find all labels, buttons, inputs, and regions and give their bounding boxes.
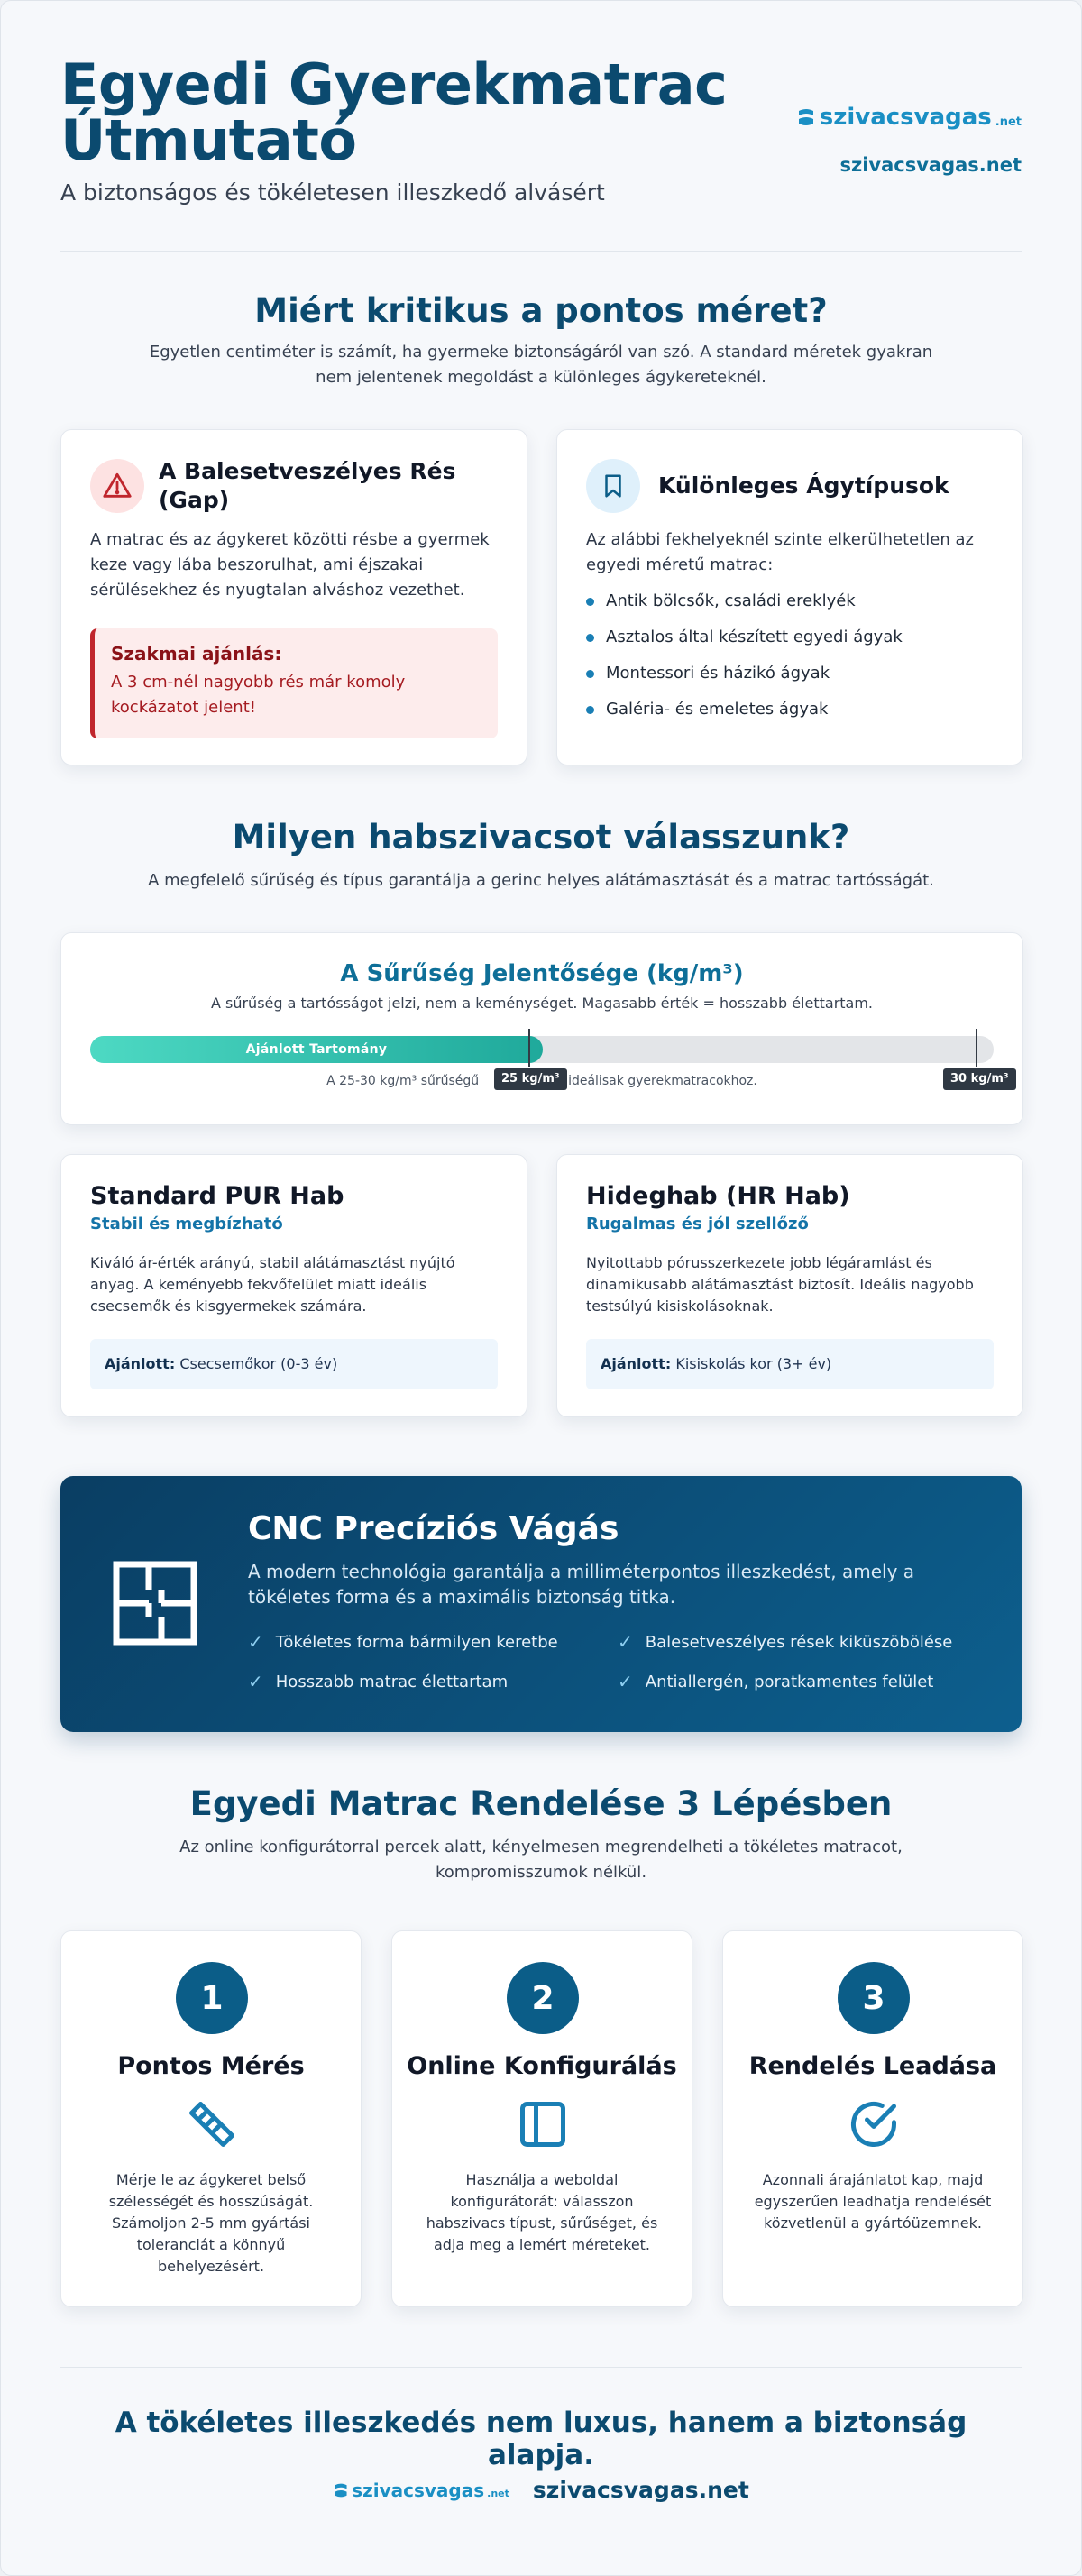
density-tag-30: 30 kg/m³ xyxy=(943,1068,1016,1090)
foam-section-subtitle: A megfelelő sűrűség és típus garantálja a gerinc helyes alátámasztását és a matrac tartósságát. xyxy=(148,871,934,890)
density-bar-track xyxy=(90,1036,994,1063)
bed-types-card-text: Az alábbi fekhelyeknél szinte elkerülhetetlen az egyedi méretű matrac: xyxy=(586,530,974,574)
bookmark-icon xyxy=(586,459,640,513)
rec-label: Ajánlott: xyxy=(601,1355,672,1372)
logo-suffix: .net xyxy=(995,115,1022,129)
step-title: Online Konfigurálás xyxy=(407,2052,677,2080)
step-text: Használja a weboldal konfigurátorát: válasszon habszivacs típust, sűrűséget, és adja meg a lemért méreteket. xyxy=(426,2171,658,2253)
logo-text: szivacsvagas xyxy=(819,104,992,131)
step-number: 2 xyxy=(507,1962,579,2034)
density-subtitle: A sűrűség a tartósságot jelzi, nem a keménységet. Magasabb érték = hosszabb élettartam. xyxy=(210,995,874,1012)
foam-card-pur xyxy=(60,1154,527,1417)
foam-card-tagline: Rugalmas és jól szellőző xyxy=(586,1215,809,1233)
logo-text: szivacsvagas xyxy=(352,2479,485,2501)
recommendation-box xyxy=(586,1339,994,1389)
expert-alert-box xyxy=(90,628,498,738)
cnc-feature xyxy=(618,1631,952,1653)
density-marker-30 xyxy=(976,1029,977,1067)
list-item: Asztalos által készített egyedi ágyak xyxy=(586,619,903,655)
layout-icon xyxy=(516,2097,570,2151)
check-icon: ✓ xyxy=(618,1671,633,1692)
cnc-banner xyxy=(60,1476,1022,1732)
check-icon: ✓ xyxy=(248,1671,263,1692)
step-card-2 xyxy=(391,1930,692,2307)
step-card-1 xyxy=(60,1930,362,2307)
density-note-prefix: A 25-30 kg/m³ sűrűségű xyxy=(326,1074,480,1088)
page-title: Egyedi Gyerekmatrac Útmutató xyxy=(60,51,728,173)
alert-text: A 3 cm-nél nagyobb rés már komoly kockázatot jelent! xyxy=(111,673,406,717)
rec-label: Ajánlott: xyxy=(105,1355,176,1372)
footer-url-link[interactable]: szivacsvagas.net xyxy=(532,2477,749,2503)
cnc-feature xyxy=(618,1671,933,1692)
density-card xyxy=(60,932,1023,1125)
step-title: Pontos Mérés xyxy=(117,2052,305,2080)
footer-logo[interactable] xyxy=(333,2480,509,2501)
gap-card xyxy=(60,429,527,765)
bed-types-card-title: Különleges Ágytípusok xyxy=(658,472,949,499)
cnc-grid-icon xyxy=(113,1561,197,1646)
list-item: Antik bölcsők, családi ereklyék xyxy=(586,583,903,619)
foam-section-title: Milyen habszivacsot válasszunk? xyxy=(232,818,850,857)
footer xyxy=(60,2477,1022,2503)
cnc-feature-label: Balesetveszélyes rések kiküszöbölése xyxy=(645,1632,953,1652)
cnc-feature-label: Hosszabb matrac élettartam xyxy=(275,1672,509,1691)
foam-card-text: Kiváló ár-érték arányú, stabil alátámasztást nyújtó anyag. A keményebb fekvőfelület miatt ideális csecsemők és kisgyermekek számára. xyxy=(90,1254,455,1315)
step-card-3 xyxy=(722,1930,1023,2307)
recommended-range-fill: Ajánlott Tartomány xyxy=(90,1036,543,1063)
foam-card-title: Hideghab (HR Hab) xyxy=(586,1182,850,1210)
cnc-feature xyxy=(248,1631,558,1653)
brand-url-link[interactable]: szivacsvagas.net xyxy=(839,154,1022,176)
page-header xyxy=(60,51,1022,228)
gap-card-text: A matrac és az ágykeret közötti résbe a gyermek keze vagy lába beszorulhat, ami éjszakai sérülésekhez és nyugtalan alváshoz vezethet. xyxy=(90,530,490,600)
warning-triangle-icon xyxy=(90,459,144,513)
order-section-title: Egyedi Matrac Rendelése 3 Lépésben xyxy=(189,1784,893,1823)
logo-mark-icon xyxy=(333,2482,349,2498)
bed-types-list xyxy=(586,583,903,728)
step-number: 3 xyxy=(838,1962,910,2034)
step-title: Rendelés Leadása xyxy=(748,2052,997,2080)
brand-logo[interactable] xyxy=(796,104,1022,131)
header-divider xyxy=(60,251,1022,252)
cnc-text: A modern technológia garantálja a milliméterpontos illeszkedést, amely a tökéletes forma és a maximális biztonság titka. xyxy=(248,1561,915,1608)
cnc-feature xyxy=(248,1671,508,1692)
density-note-suffix: ideálisak gyerekmatracokhoz. xyxy=(568,1074,757,1088)
step-text: Azonnali árajánlatot kap, majd egyszerűen leadhatja rendelését közvetlenül a gyártóüzemnek. xyxy=(754,2171,992,2232)
list-item: Montessori és házikó ágyak xyxy=(586,655,903,692)
bed-types-card xyxy=(556,429,1023,765)
page-subtitle: A biztonságos és tökéletesen illeszkedő alvásért xyxy=(60,179,605,206)
density-tag-25: 25 kg/m³ xyxy=(494,1068,567,1090)
recommendation-box xyxy=(90,1339,498,1389)
footer-divider xyxy=(60,2367,1022,2368)
density-marker-25 xyxy=(528,1029,530,1067)
check-icon: ✓ xyxy=(248,1631,263,1653)
step-number: 1 xyxy=(176,1962,248,2034)
closing-statement: A tökéletes illeszkedés nem luxus, hanem a biztonság alapja. xyxy=(115,2406,967,2471)
logo-suffix: .net xyxy=(487,2488,509,2499)
alert-title: Szakmai ajánlás: xyxy=(111,643,282,665)
check-icon: ✓ xyxy=(618,1631,633,1653)
cnc-feature-label: Tökéletes forma bármilyen keretbe xyxy=(275,1632,558,1652)
why-section-title: Miért kritikus a pontos méret? xyxy=(254,291,828,330)
rec-value: Kisiskolás kor (3+ év) xyxy=(675,1355,832,1372)
cnc-title: CNC Precíziós Vágás xyxy=(248,1510,619,1547)
foam-card-tagline: Stabil és megbízható xyxy=(90,1215,283,1233)
gap-card-title: A Balesetveszélyes Rés (Gap) xyxy=(159,458,456,513)
ruler-icon xyxy=(185,2097,239,2151)
foam-card-text: Nyitottabb pórusszerkezete jobb légáramlást és dinamikusabb alátámasztást biztosít. Ideális nagyobb testsúlyú kisiskolásoknak. xyxy=(586,1254,974,1315)
order-section-subtitle: Az online konfigurátorral percek alatt, kényelmesen megrendelheti a tökéletes matracot, kompromisszumok nélkül. xyxy=(179,1838,903,1882)
cnc-feature-label: Antiallergén, poratkamentes felület xyxy=(645,1672,934,1691)
density-title: A Sűrűség Jelentősége (kg/m³) xyxy=(340,960,744,987)
foam-card-hr xyxy=(556,1154,1023,1417)
list-item: Galéria- és emeletes ágyak xyxy=(586,692,903,728)
why-section-subtitle: Egyetlen centiméter is számít, ha gyermeke biztonságáról van szó. A standard méretek gyakran nem jelentenek megoldást a különleges ágykereteknél. xyxy=(149,343,933,387)
rec-value: Csecsemőkor (0-3 év) xyxy=(179,1355,338,1372)
logo-mark-icon xyxy=(796,107,816,127)
check-circle-icon xyxy=(847,2097,901,2151)
foam-card-title: Standard PUR Hab xyxy=(90,1182,344,1210)
step-text: Mérje le az ágykeret belső szélességét és hosszúságát. Számoljon 2-5 mm gyártási toleranciát a könnyű behelyezésért. xyxy=(108,2171,314,2275)
